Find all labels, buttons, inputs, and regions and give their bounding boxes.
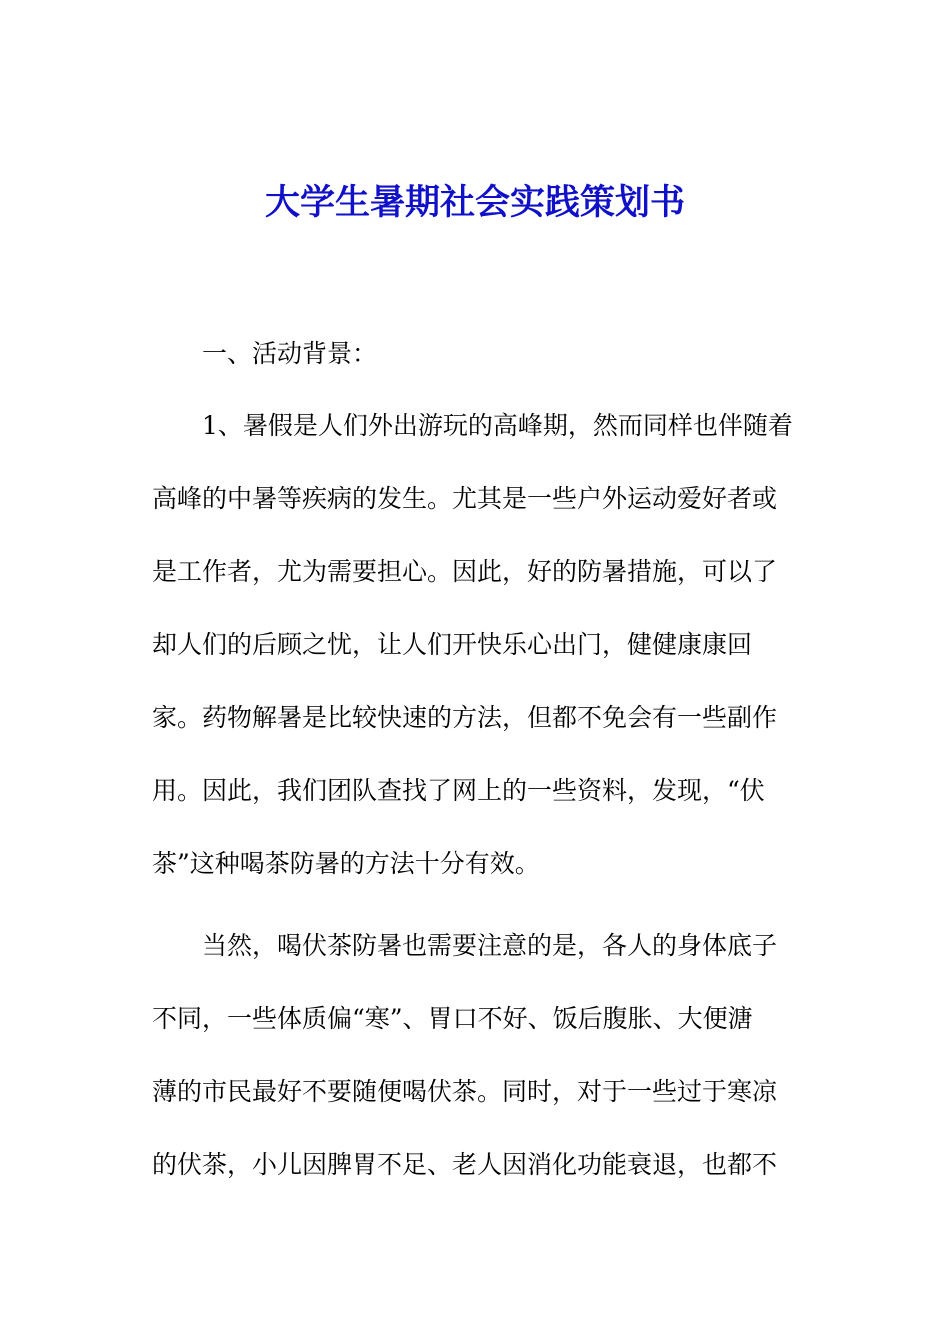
paragraph-line: 用。因此，我们团队查找了网上的一些资料，发现，“伏 <box>152 776 765 805</box>
paragraph-line: 当然，喝伏茶防暑也需要注意的是，各人的身体底子 <box>202 931 778 960</box>
paragraph-line: 茶”这种喝茶防暑的方法十分有效。 <box>152 849 540 878</box>
section-heading-background: 一、活动背景： <box>202 339 378 368</box>
paragraph-line: 薄的市民最好不要随便喝伏茶。同时，对于一些过于寒凉 <box>152 1077 778 1106</box>
paragraph-line: 高峰的中暑等疾病的发生。尤其是一些户外运动爱好者或 <box>152 484 778 513</box>
paragraph-line: 的伏茶，小儿因脾胃不足、老人因消化功能衰退，也都不 <box>152 1150 778 1179</box>
paragraph-line: 1、暑假是人们外出游玩的高峰期，然而同样也伴随着 <box>202 411 793 440</box>
paragraph-line: 却人们的后顾之忧，让人们开快乐心出门，健健康康回 <box>152 630 753 659</box>
document-title: 大学生暑期社会实践策划书 <box>264 183 685 223</box>
paragraph-line: 是工作者，尤为需要担心。因此，好的防暑措施，可以了 <box>152 557 778 586</box>
paragraph-line: 不同，一些体质偏“寒”、胃口不好、饭后腹胀、大便溏 <box>152 1004 753 1033</box>
paragraph-line: 家。药物解暑是比较快速的方法，但都不免会有一些副作 <box>152 703 778 732</box>
